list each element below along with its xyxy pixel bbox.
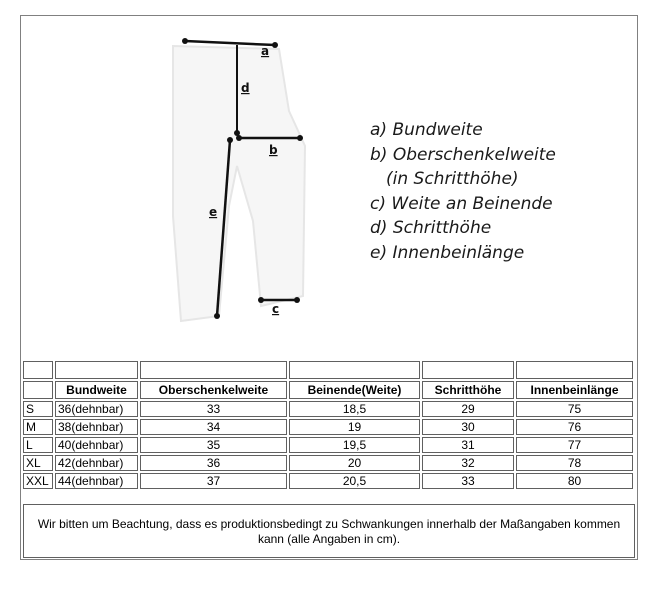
table-row <box>23 473 633 489</box>
header-size <box>23 381 53 399</box>
innenbeinlaenge-cell: 80 <box>516 473 633 489</box>
table-row <box>23 401 633 417</box>
schritthoehe-cell: 32 <box>422 455 514 471</box>
measure-end-a1 <box>182 38 188 44</box>
measure-end-c2 <box>294 297 300 303</box>
bundweite-cell: 40(dehnbar) <box>55 437 138 453</box>
legend-item-a: a) Bundweite <box>370 120 483 140</box>
size-cell: M <box>23 419 53 435</box>
oberschenkelweite-cell: 33 <box>140 401 287 417</box>
schritthoehe-cell: 30 <box>422 419 514 435</box>
pants-silhouette <box>173 46 305 321</box>
innenbeinlaenge-cell: 76 <box>516 419 633 435</box>
size-cell: S <box>23 401 53 417</box>
header-schritthoehe: Schritthöhe <box>422 381 514 399</box>
table-row <box>23 455 633 471</box>
legend-item-b: b) Oberschenkelweite <box>370 144 556 165</box>
measure-end-b2 <box>297 135 303 141</box>
oberschenkelweite-cell: 37 <box>140 473 287 489</box>
disclaimer-note: Wir bitten um Beachtung, dass es produktionsbedingt zu Schwankungen innerhalb der Maßangaben kommen kann (alle Angaben in cm). <box>23 504 635 558</box>
oberschenkelweite-cell: 34 <box>140 419 287 435</box>
table-row <box>23 419 633 435</box>
measure-end-e2 <box>214 313 220 319</box>
schritthoehe-cell: 29 <box>422 401 514 417</box>
marker-d: d <box>241 81 250 95</box>
measure-end-b1 <box>236 135 242 141</box>
table-header-row <box>23 381 633 399</box>
legend-item-d: d) Schritthöhe <box>370 218 492 239</box>
measure-end-e1 <box>227 137 233 143</box>
marker-c: c <box>272 302 280 316</box>
legend-item-c: c) Weite an Beinende <box>370 193 553 214</box>
bundweite-cell: 44(dehnbar) <box>55 473 138 489</box>
beinende-cell: 19,5 <box>289 437 420 453</box>
marker-e: e <box>209 205 218 219</box>
innenbeinlaenge-cell: 77 <box>516 437 633 453</box>
bundweite-cell: 36(dehnbar) <box>55 401 138 417</box>
size-cell: XXL <box>23 473 53 489</box>
marker-b: b <box>269 143 278 157</box>
size-cell: XL <box>23 455 53 471</box>
innenbeinlaenge-cell: 78 <box>516 455 633 471</box>
bundweite-cell: 42(dehnbar) <box>55 455 138 471</box>
oberschenkelweite-cell: 35 <box>140 437 287 453</box>
beinende-cell: 20 <box>289 455 420 471</box>
measurement-legend <box>370 118 556 266</box>
size-cell: L <box>23 437 53 453</box>
header-innenbeinlaenge: Innenbeinlänge <box>516 381 633 399</box>
table-row <box>23 437 633 453</box>
innenbeinlaenge-cell: 75 <box>516 401 633 417</box>
table-spacer-row <box>23 361 633 379</box>
measure-end-c1 <box>258 297 264 303</box>
header-bundweite: Bundweite <box>55 381 138 399</box>
legend-item-e: e) Innenbeinlänge <box>370 242 525 263</box>
legend-item-b-note: (in Schritthöhe) <box>386 169 519 190</box>
beinende-cell: 20,5 <box>289 473 420 489</box>
beinende-cell: 18,5 <box>289 401 420 417</box>
bundweite-cell: 38(dehnbar) <box>55 419 138 435</box>
marker-a: a <box>261 44 270 58</box>
size-table <box>21 359 635 491</box>
diagram-area <box>21 16 637 359</box>
beinende-cell: 19 <box>289 419 420 435</box>
header-oberschenkelweite: Oberschenkelweite <box>140 381 287 399</box>
schritthoehe-cell: 33 <box>422 473 514 489</box>
size-chart-frame <box>20 15 638 560</box>
header-beinende: Beinende(Weite) <box>289 381 420 399</box>
oberschenkelweite-cell: 36 <box>140 455 287 471</box>
schritthoehe-cell: 31 <box>422 437 514 453</box>
measure-end-a2 <box>272 42 278 48</box>
